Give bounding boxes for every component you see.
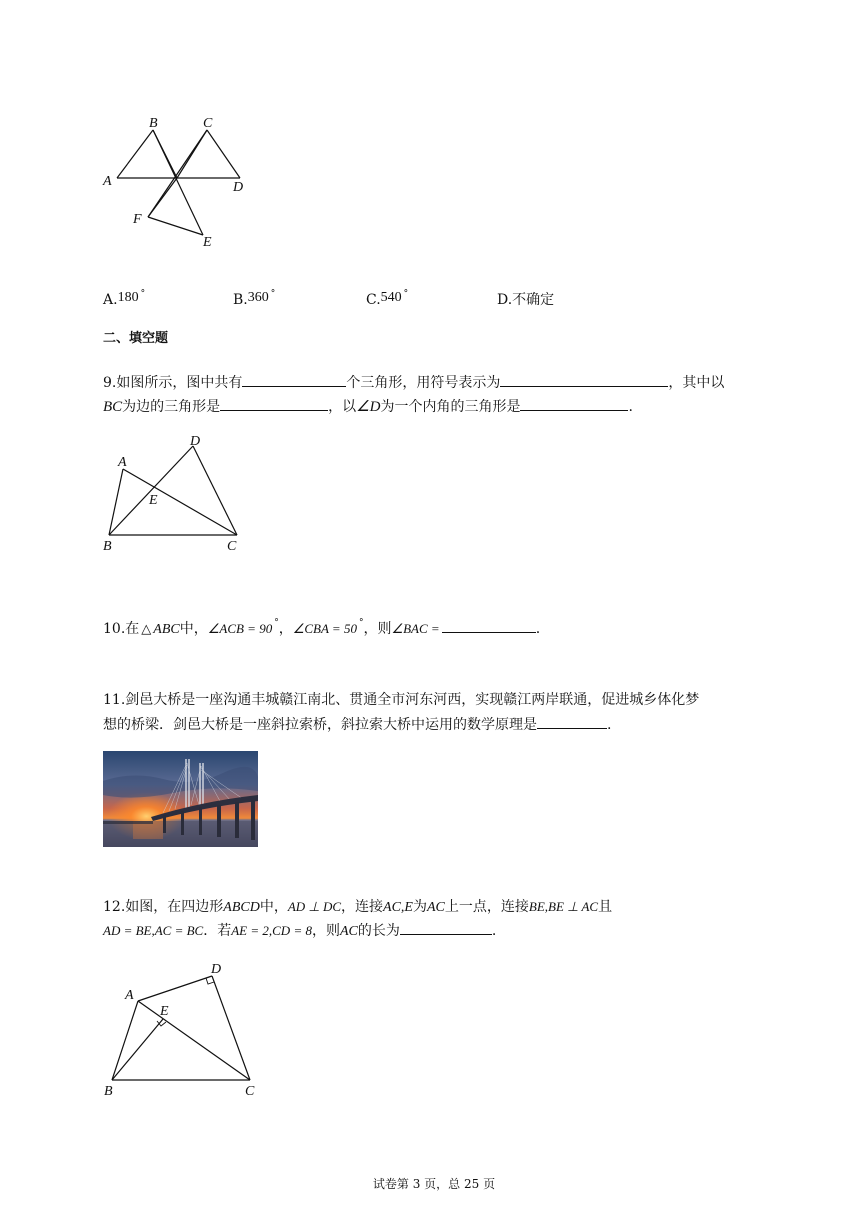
label-F: F: [133, 212, 142, 227]
q9-line1: 9.如图所示，图中共有 个三角形，用符号表示为 ，其中以: [103, 372, 724, 393]
figure-q8: [95, 105, 265, 255]
q12-line2: AD = BE,AC = BC．若AE = 2,CD = 8，则AC的长为 .: [103, 920, 496, 942]
label-C: C: [245, 1084, 255, 1099]
answer-blank[interactable]: [520, 396, 628, 411]
label-A: A: [118, 455, 127, 470]
answer-blank[interactable]: [537, 714, 607, 729]
figure-q12: [95, 955, 275, 1105]
label-C: C: [203, 116, 213, 131]
label-D: D: [211, 962, 222, 977]
q10-line: 10.在 △ ABC中，∠ACB = 90 °，∠CBA = 50 °，则∠BAC = .: [103, 618, 541, 637]
option-c: C.540 °: [366, 289, 409, 308]
answer-blank[interactable]: [500, 372, 668, 387]
label-D: D: [190, 434, 201, 449]
page-footer: 试卷第 3 页，总 25 页: [372, 1177, 496, 1191]
answer-blank[interactable]: [220, 396, 328, 411]
figure-q9: [95, 428, 255, 558]
answer-blank[interactable]: [400, 920, 492, 935]
label-E: E: [160, 1004, 169, 1019]
answer-blank[interactable]: [442, 618, 536, 633]
label-B: B: [103, 539, 112, 554]
q11-line2: 想的桥梁．剑邑大桥是一座斜拉索桥，斜拉索大桥中运用的数学原理是 .: [103, 714, 611, 735]
label-A: A: [125, 988, 134, 1003]
label-B: B: [104, 1084, 113, 1099]
label-E: E: [203, 235, 212, 250]
label-D: D: [233, 180, 244, 195]
option-d: D.不确定: [497, 292, 555, 308]
q11-line1: 11.剑邑大桥是一座沟通丰城赣江南北、贯通全市河东河西，实现赣江两岸联通，促进城乡体化梦: [103, 692, 700, 708]
label-B: B: [149, 116, 158, 131]
option-b: B.360 °: [233, 289, 276, 308]
bridge-photo: [103, 751, 258, 847]
section-title: 二、填空题: [103, 331, 169, 346]
q12-line1: 12.如图，在四边形ABCD中，AD ⊥ DC，连接AC,E为AC上一点，连接BE,BE ⊥ AC且: [103, 899, 613, 915]
q9-line2: BC为边的三角形是 ，以∠D为一个内角的三角形是 .: [103, 396, 633, 417]
label-A: A: [103, 174, 112, 189]
answer-blank[interactable]: [242, 372, 346, 387]
option-a: A.180 °: [103, 289, 146, 308]
label-E: E: [149, 493, 158, 508]
label-C: C: [227, 539, 237, 554]
